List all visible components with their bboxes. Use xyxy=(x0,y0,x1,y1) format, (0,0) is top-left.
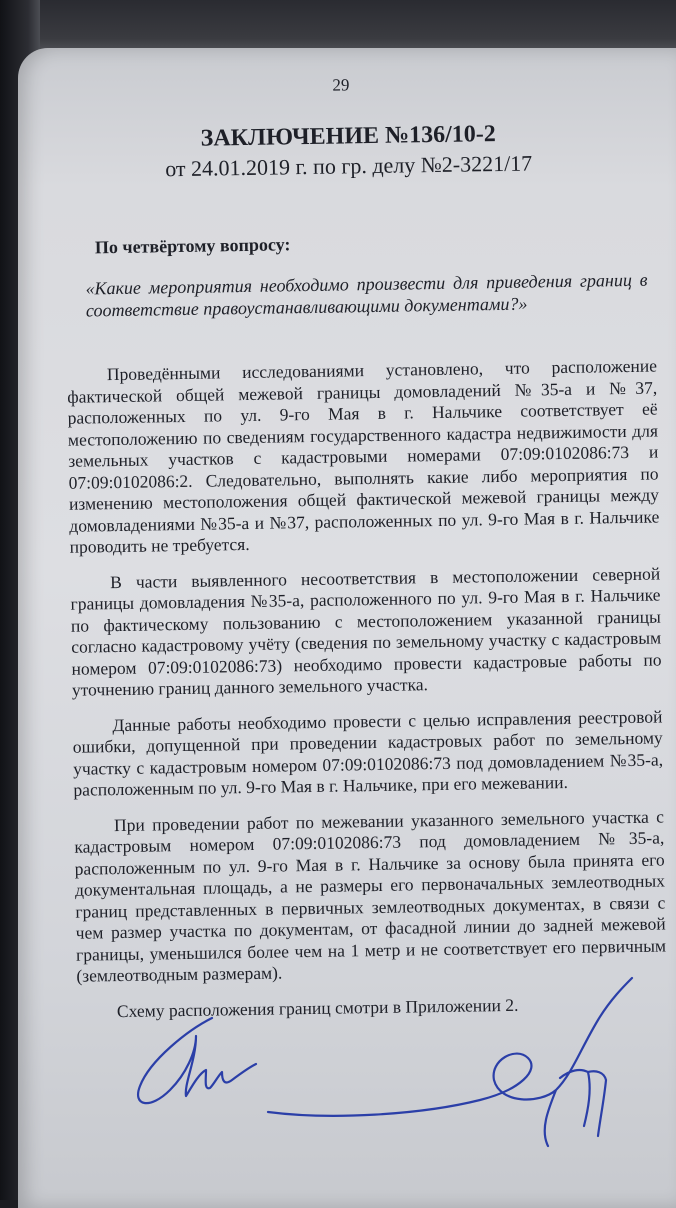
document-title: ЗАКЛЮЧЕНИЕ №136/10-2 xyxy=(200,121,496,152)
page-number: 29 xyxy=(332,75,350,95)
question-heading: По четвёртому вопросу: xyxy=(94,234,291,258)
document-subtitle: от 24.01.2019 г. по гр. делу №2-3221/17 xyxy=(165,150,533,182)
document-body xyxy=(67,356,667,1037)
paragraph-appendix-reference: Схему расположения границ смотри в Приложении 2. xyxy=(116,994,519,1021)
paragraph-purpose: Данные работы необходимо провести с целью исправления реестровой ошибки, допущенной при проведении кадастровых работ по земельному участку с кадастровым номером 07:09:0102086:73 под домовладением №35-а, расположенным по ул. 9-го Мая в г. Нальчике, при его межевании. xyxy=(72,705,664,800)
paragraph-discrepancy: В части выявленного несоответствия в местоположении северной границы домовладения №35-а, расположенного по ул. 9-го Мая в г. Нальчике по фактическому пользованию с местоположением указанной границы согласно кадастровому учёту (сведения по земельному участку с кадастровым номером 07:09:0102086:73) необходимо провести кадастровые работы по уточнению границ данного земельного участка. xyxy=(70,563,662,700)
document-page xyxy=(52,50,676,1189)
question-text: «Какие мероприятия необходимо произвести для приведения границ в соответствие правоустанавливающими документами?» xyxy=(85,269,648,321)
paragraph-findings: Проведёнными исследованиями установлено, что расположение фактической общей межевой границы домовладений №35-а и №37, расположенных по ул. 9-го Мая в г. Нальчике соответствует её местоположению по сведениям государственного кадастра недвижимости для земельных участков с кадастровыми номерами 07:09:0102086:73 и 07:09:0102086:2. Следовательно, выполнять какие либо мероприятия по изменению местоположения общей фактической межевой границы между домовладениями №35-а и №37, расположенных по ул. 9-го Мая в г. Нальчике проводить не требуется. xyxy=(67,355,660,557)
paragraph-surveying: При проведении работ по межевании указанного земельного участка с кадастровым номером 07:09:0102086:73 под домовладением №35-а, расположенным по ул. 9-го Мая в г. Нальчике за основу была принята его документальная площадь, а не размеры его первоначальных землеотводных границ представленных в первичных землеотводных документах, в связи с чем размер участка по документам, от фасадной линии до задней межевой границы, уменьшился более чем на 1 метр и не соответствует его первичным (землеотводным размерам). xyxy=(74,805,667,986)
